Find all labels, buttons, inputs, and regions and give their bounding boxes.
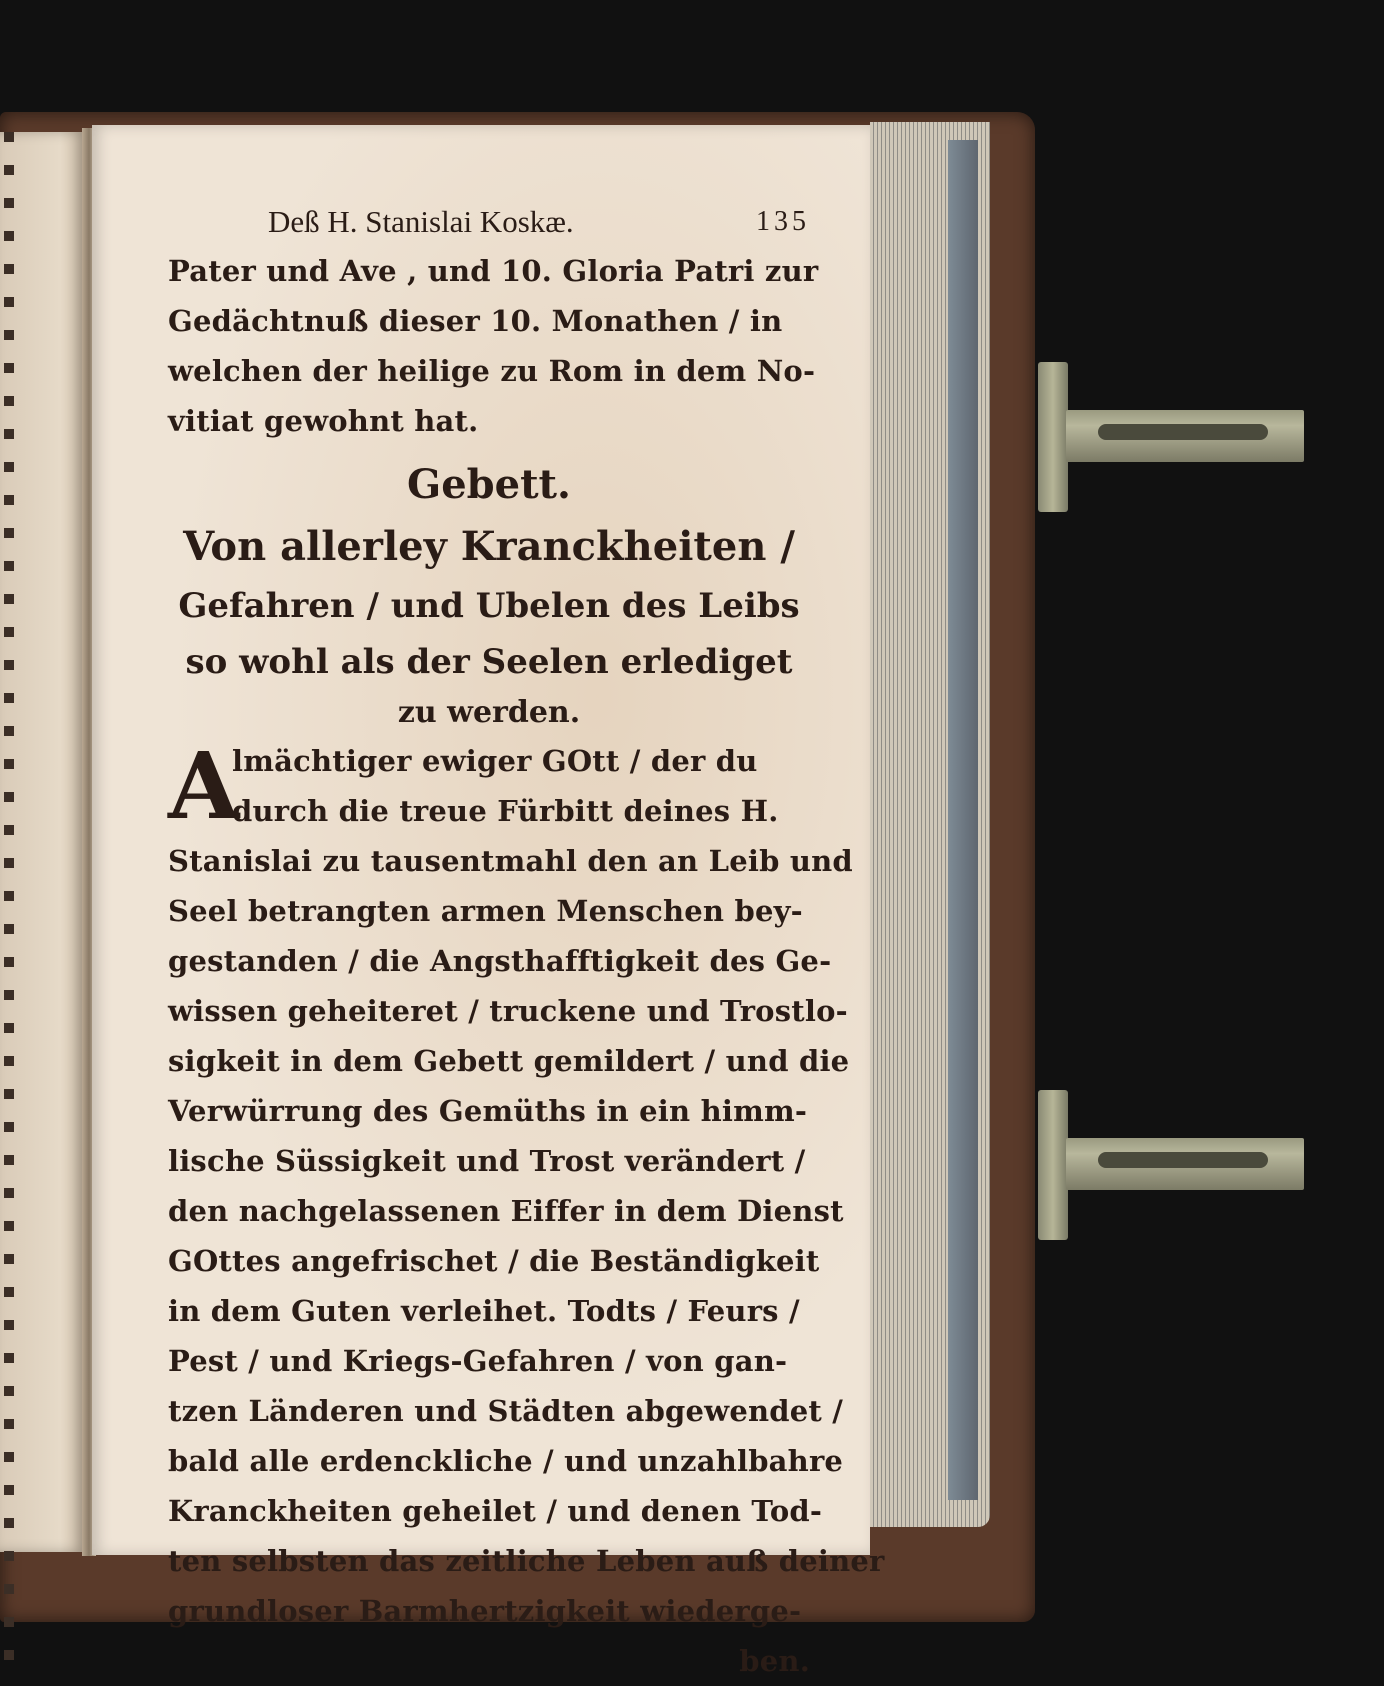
upper-clasp: [1038, 362, 1308, 512]
prayer-heading: Gebett.: [407, 461, 571, 508]
intro-line: welchen der heilige zu Rom in dem No-: [168, 354, 816, 388]
prayer-title-line: Von allerley Kranckheiten /: [183, 523, 795, 570]
prayer-line: wissen geheiteret / truckene und Trostlo-: [168, 994, 848, 1028]
prayer-line: Stanislai zu tausentmahl den an Leib und: [168, 844, 853, 878]
lower-clasp-hinge: [1038, 1090, 1068, 1240]
prayer-title-line: so wohl als der Seelen erlediget: [185, 642, 793, 682]
prayer-line: grundloser Barmhertzigkeit wiederge-: [168, 1594, 802, 1628]
initial-letter: A: [168, 732, 240, 840]
prayer-title-line: zu werden.: [397, 695, 581, 730]
page-edges-shadow: [948, 140, 978, 1500]
page-text: [168, 198, 885, 1686]
prayer-line: Pest / und Kriegs-Gefahren / von gan-: [168, 1344, 788, 1378]
prayer-line: bald alle erdenckliche / und unzahlbahre: [168, 1444, 844, 1478]
running-head: [168, 198, 810, 246]
prayer-line: lmächtiger ewiger GOtt / der du: [232, 744, 758, 778]
running-head-title: Deß H. Stanislai Koskæ.: [268, 204, 574, 239]
prayer-line: in dem Guten verleihet. Todts / Feurs /: [168, 1294, 800, 1328]
intro-line: Gedächtnuß dieser 10. Monathen / in: [168, 304, 783, 338]
upper-clasp-slot: [1098, 424, 1268, 440]
left-page-text-edge: [4, 132, 16, 1532]
prayer-line: tzen Länderen und Städten abgewendet /: [168, 1394, 844, 1428]
prayer-title-line: Gefahren / und Ubelen des Leibs: [178, 586, 800, 626]
prayer-line: lische Süssigkeit und Trost verändert /: [168, 1144, 806, 1178]
prayer-line: Kranckheiten geheilet / und denen Tod-: [168, 1494, 823, 1528]
prayer-line: ten selbsten das zeitliche Leben auß deiner: [168, 1544, 885, 1578]
prayer-opening: [168, 732, 810, 840]
intro-line: vitiat gewohnt hat.: [168, 404, 479, 438]
prayer-line: durch die treue Fürbitt deines H.: [232, 794, 779, 828]
lower-clasp-slot: [1098, 1152, 1268, 1168]
prayer-line: den nachgelassenen Eiffer in dem Dienst: [168, 1194, 844, 1228]
prayer-line: gestanden / die Angsthafftigkeit des Ge-: [168, 944, 832, 978]
lower-clasp: [1038, 1090, 1308, 1240]
intro-line: Pater und Ave , und 10. Gloria Patri zur: [168, 254, 819, 288]
prayer-line: Verwürrung des Gemüths in ein himm-: [168, 1094, 808, 1128]
upper-clasp-hinge: [1038, 362, 1068, 512]
prayer-line: GOttes angefrischet / die Beständigkeit: [168, 1244, 820, 1278]
prayer-line: sigkeit in dem Gebett gemildert / und die: [168, 1044, 850, 1078]
page-number: 135: [756, 206, 810, 237]
prayer-line: Seel betrangten armen Menschen bey-: [168, 894, 803, 928]
catchword: ben.: [739, 1644, 810, 1678]
